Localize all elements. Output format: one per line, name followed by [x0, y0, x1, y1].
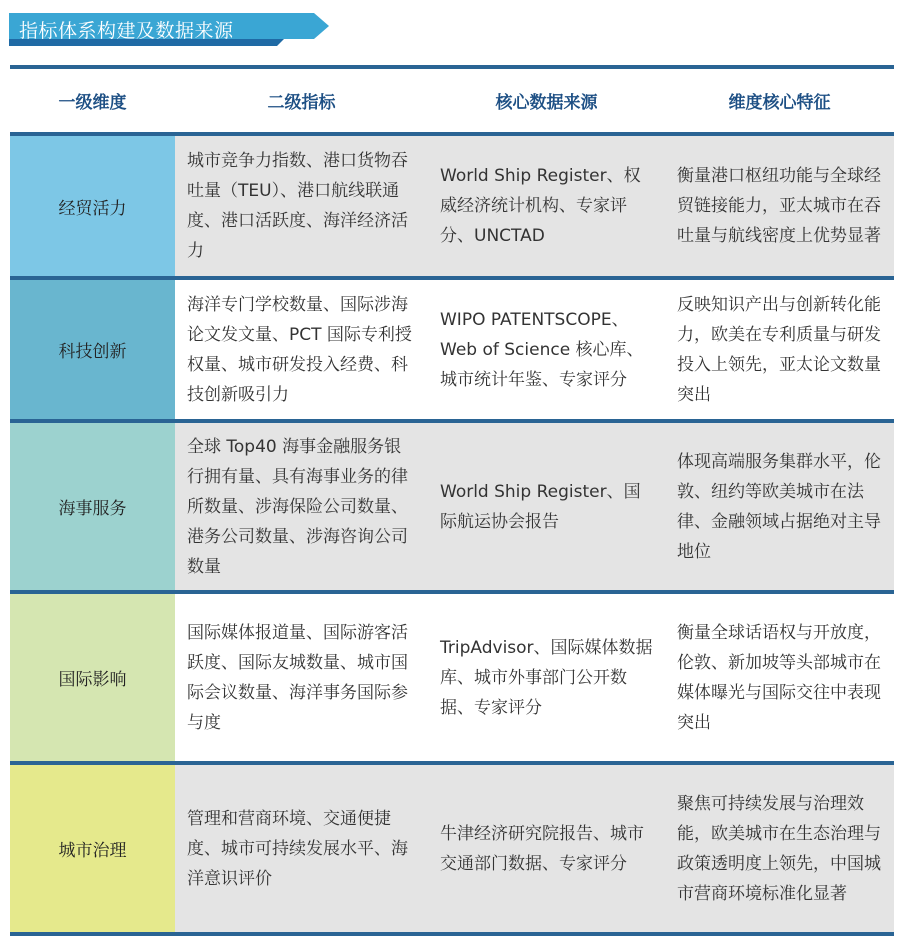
features-cell: [665, 765, 894, 932]
features-cell: [665, 280, 894, 419]
indicators-cell-text: 全球 Top40 海事金融服务银行拥有量、具有海事业务的律所数量、涉海保险公司数量、港务公司数量、涉海咨询公司数量: [187, 436, 408, 577]
indicators-cell-text: 海洋专门学校数量、国际涉海论文发文量、PCT 国际专利授权量、城市研发投入经费、科技创新吸引力: [187, 294, 412, 405]
table-row: [10, 280, 894, 423]
dimension-cell-text: 科技创新: [58, 342, 127, 362]
features-cell-text: 聚焦可持续发展与治理效能，欧美城市在生态治理与政策透明度上领先，中国城市营商环境标准化显著: [677, 793, 881, 904]
indicators-cell: [175, 423, 428, 590]
features-cell-text: 衡量全球话语权与开放度，伦敦、新加坡等头部城市在媒体曝光与国际交往中表现突出: [677, 622, 881, 733]
features-cell: [665, 594, 894, 761]
indicators-cell: [175, 280, 428, 419]
indicators-cell: [175, 136, 428, 276]
section-title: 指标体系构建及数据来源: [19, 20, 234, 42]
features-cell: [665, 136, 894, 276]
features-cell-text: 反映知识产出与创新转化能力，欧美在专利质量与研发投入上领先，亚太论文数量突出: [677, 294, 881, 405]
section-title-banner: [9, 13, 329, 47]
features-cell-text: 衡量港口枢纽功能与全球经贸链接能力，亚太城市在吞吐量与航线密度上优势显著: [677, 166, 881, 246]
dimension-cell-text: 国际影响: [58, 670, 127, 690]
table-row: [10, 423, 894, 594]
dimension-cell-text: 海事服务: [58, 499, 127, 519]
dimension-cell: [10, 423, 175, 590]
indicators-cell: [175, 594, 428, 761]
sources-cell: [428, 423, 665, 590]
sources-cell-text: TripAdvisor、国际媒体数据库、城市外事部门公开数据、专家评分: [440, 637, 653, 718]
dimension-cell: [10, 594, 175, 761]
table-row: [10, 136, 894, 280]
header-features: 维度核心特征: [728, 93, 831, 113]
sources-cell-text: World Ship Register、权威经济统计机构、专家评分、UNCTAD: [440, 166, 641, 246]
indicators-cell-text: 管理和营商环境、交通便捷度、城市可持续发展水平、海洋意识评价: [187, 808, 408, 889]
table-row: [10, 765, 894, 936]
header-sources: 核心数据来源: [495, 93, 598, 113]
sources-cell-text: 牛津经济研究院报告、城市交通部门数据、专家评分: [440, 823, 644, 874]
table-header: [10, 69, 894, 136]
indicators-cell: [175, 765, 428, 932]
sources-cell-text: World Ship Register、国际航运协会报告: [440, 481, 641, 532]
features-cell-text: 体现高端服务集群水平，伦敦、纽约等欧美城市在法律、金融领域占据绝对主导地位: [677, 451, 881, 562]
indicator-table: [10, 65, 894, 936]
indicators-cell-text: 国际媒体报道量、国际游客活跃度、国际友城数量、城市国际会议数量、海洋事务国际参与度: [187, 622, 408, 733]
sources-cell: [428, 136, 665, 276]
dimension-cell: [10, 136, 175, 276]
features-cell: [665, 423, 894, 590]
dimension-cell: [10, 280, 175, 419]
sources-cell: [428, 280, 665, 419]
dimension-cell-text: 经贸活力: [58, 198, 127, 219]
indicators-cell-text: 城市竞争力指数、港口货物吞吐量（TEU）、港口航线联通度、港口活跃度、海洋经济活力: [187, 151, 408, 261]
header-dimension: 一级维度: [58, 93, 127, 113]
table-row: [10, 594, 894, 765]
header-indicators: 二级指标: [267, 93, 336, 113]
sources-cell-text: WIPO PATENTSCOPE、Web of Science 核心库、城市统计年鉴、专家评分: [440, 309, 644, 390]
sources-cell: [428, 765, 665, 932]
sources-cell: [428, 594, 665, 761]
dimension-cell-text: 城市治理: [58, 841, 127, 861]
dimension-cell: [10, 765, 175, 932]
